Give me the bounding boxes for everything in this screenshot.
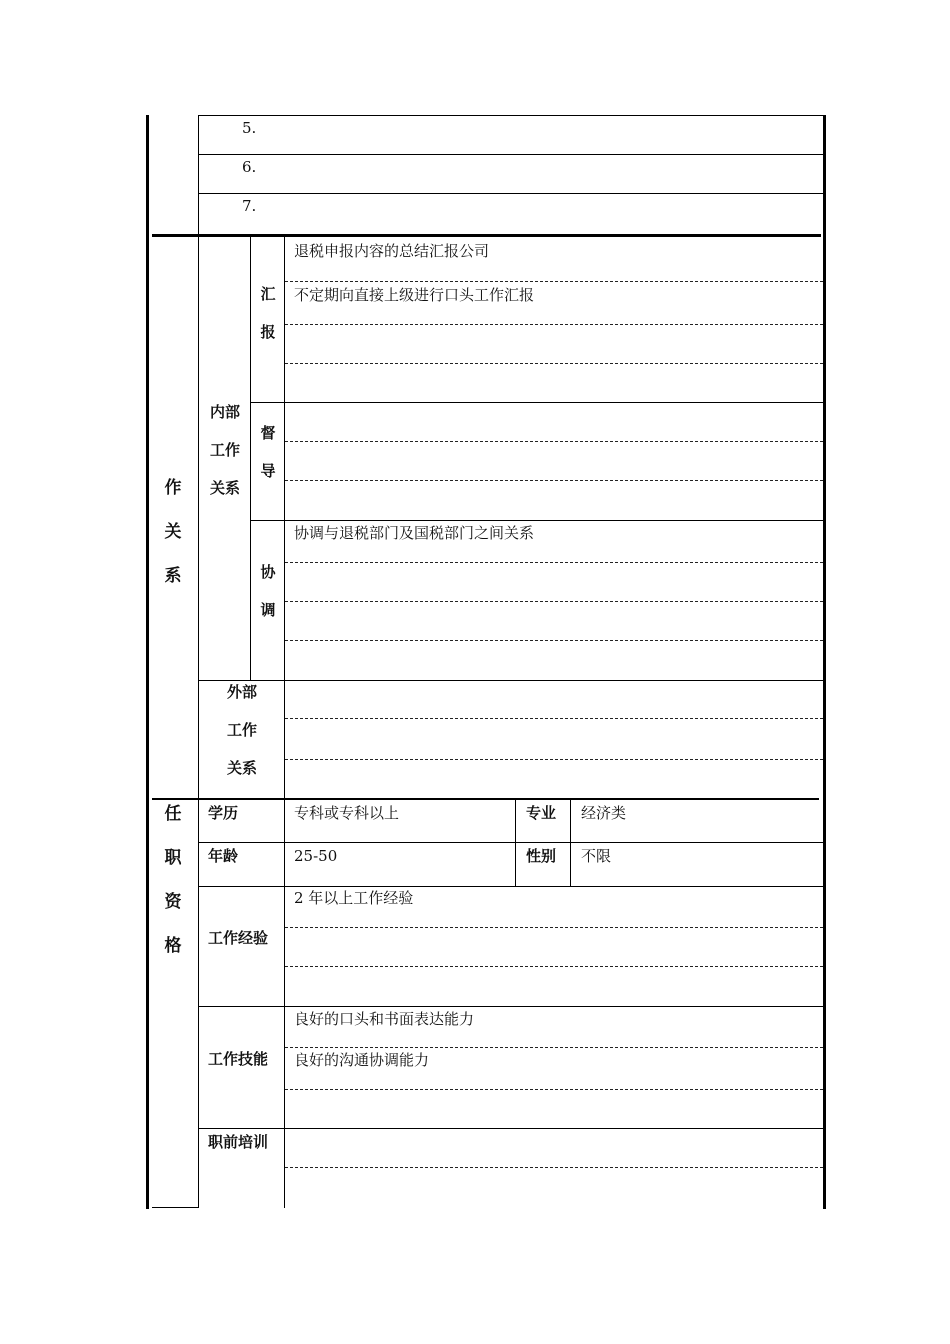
dashed-line [285,281,823,282]
col-line-1 [198,115,199,1208]
age-label: 年龄 [208,847,239,865]
dashed-line [285,441,823,442]
table-top-border [199,115,824,116]
dashed-line [285,1167,823,1168]
row-line [199,154,824,155]
dashed-line [285,1047,823,1048]
dashed-line [285,324,823,325]
dashed-line [285,640,823,641]
col-line-4 [515,800,516,887]
row-line [199,1006,824,1007]
skills-label: 工作技能 [208,1050,269,1068]
dashed-line [285,363,823,364]
row-line [251,402,824,403]
report-label: 汇 报 [260,285,276,341]
row-line [199,1128,824,1129]
training-label: 职前培训 [208,1133,269,1151]
section-separator [152,798,819,800]
major-label: 专业 [526,804,557,822]
coordinate-line-1: 协调与退税部门及国税部门之间关系 [294,524,535,542]
report-line-2: 不定期向直接上级进行口头工作汇报 [294,286,535,304]
report-line-1: 退税申报内容的总结汇报公司 [294,242,490,260]
dashed-line [285,480,823,481]
age-value: 25-50 [294,847,338,865]
experience-line-1: 2 年以上工作经验 [294,889,414,907]
row-line [199,680,824,681]
duty-item-7: 7. [242,197,257,215]
qualifications-label: 任 职 资 格 [164,804,182,956]
dashed-line [285,601,823,602]
dashed-line [285,562,823,563]
dashed-line [285,966,823,967]
col-line-5 [570,800,571,887]
duty-item-6: 6. [242,158,257,176]
coordinate-label: 协 调 [260,563,276,619]
row-line [251,520,824,521]
experience-label: 工作经验 [208,929,269,947]
section-separator [152,234,821,237]
internal-relations-label: 内部 工作 关系 [209,403,240,497]
table-left-border [146,115,149,1209]
work-relations-label: 作 关 系 [164,478,182,586]
skills-line-2: 良好的沟通协调能力 [294,1051,430,1069]
dashed-line [285,927,823,928]
row-line [199,886,824,887]
row-line [199,842,824,843]
dashed-line [285,718,823,719]
gender-label: 性别 [526,847,557,865]
table-bottom-border [152,1207,198,1208]
gender-value: 不限 [581,847,612,865]
skills-line-1: 良好的口头和书面表达能力 [294,1010,475,1028]
major-value: 经济类 [581,804,627,822]
education-value: 专科或专科以上 [294,804,400,822]
education-label: 学历 [208,804,239,822]
supervise-label: 督 导 [260,424,276,480]
dashed-line [285,1089,823,1090]
external-relations-label: 外部 工作 关系 [226,683,257,777]
duty-item-5: 5. [242,119,257,137]
row-line [199,193,824,194]
table-right-border [823,115,826,1209]
dashed-line [285,759,823,760]
